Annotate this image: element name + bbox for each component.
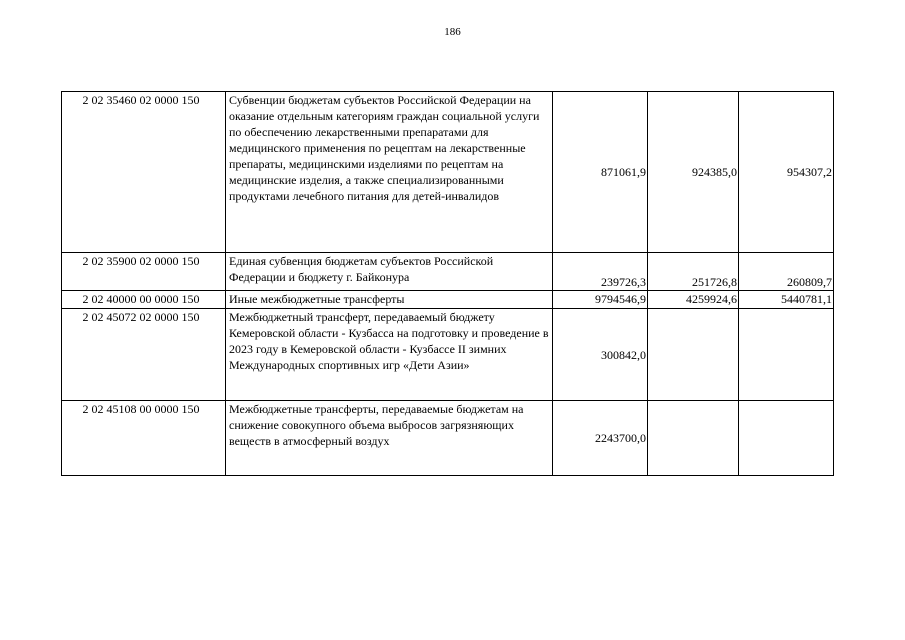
page-number: 186 [444,26,461,38]
row-name: Иные межбюджетные трансферты [226,291,553,309]
row-name: Межбюджетный трансферт, передаваемый бюджету Кемеровской области - Кузбасса на подготовку и проведение в 2023 году в Кемеровской области - Кузбассе II зимних Международных спортивных игр «Дети Азии» [226,309,553,401]
row-amount-2024: 4259924,6 [648,291,739,309]
row-amount-2023: 871061,9 [553,92,648,253]
table-row [62,92,834,253]
row-code: 2 02 35900 02 0000 150 [62,253,226,291]
row-amount-2024: 924385,0 [648,92,739,253]
table-row [62,309,834,401]
row-amount-2024: 251726,8 [648,253,739,291]
table-row [62,291,834,309]
row-code: 2 02 45072 02 0000 150 [62,309,226,401]
row-code: 2 02 40000 00 0000 150 [62,291,226,309]
row-amount-2025 [739,401,834,476]
row-amount-2023: 2243700,0 [553,401,648,476]
row-amount-2025: 954307,2 [739,92,834,253]
row-amount-2025: 260809,7 [739,253,834,291]
row-code: 2 02 35460 02 0000 150 [62,92,226,253]
row-amount-2023: 239726,3 [553,253,648,291]
budget-table [61,91,834,476]
row-amount-2023: 9794546,9 [553,291,648,309]
table-row [62,253,834,291]
row-amount-2023: 300842,0 [553,309,648,401]
row-name: Единая субвенция бюджетам субъектов Российской Федерации и бюджету г. Байконура [226,253,553,291]
row-amount-2024 [648,401,739,476]
row-name: Субвенции бюджетам субъектов Российской Федерации на оказание отдельным категориям граждан социальной услуги по обеспечению лекарственными препаратами для медицинского применения по рецептам на лекарственные препараты, медицинскими изделиями по рецептам на медицинские изделия, а также специализированными продуктами лечебного питания для детей-инвалидов [226,92,553,253]
row-code: 2 02 45108 00 0000 150 [62,401,226,476]
row-amount-2024 [648,309,739,401]
row-name: Межбюджетные трансферты, передаваемые бюджетам на снижение совокупного объема выбросов загрязняющих веществ в атмосферный воздух [226,401,553,476]
table-row [62,401,834,476]
row-amount-2025 [739,309,834,401]
row-amount-2025: 5440781,1 [739,291,834,309]
